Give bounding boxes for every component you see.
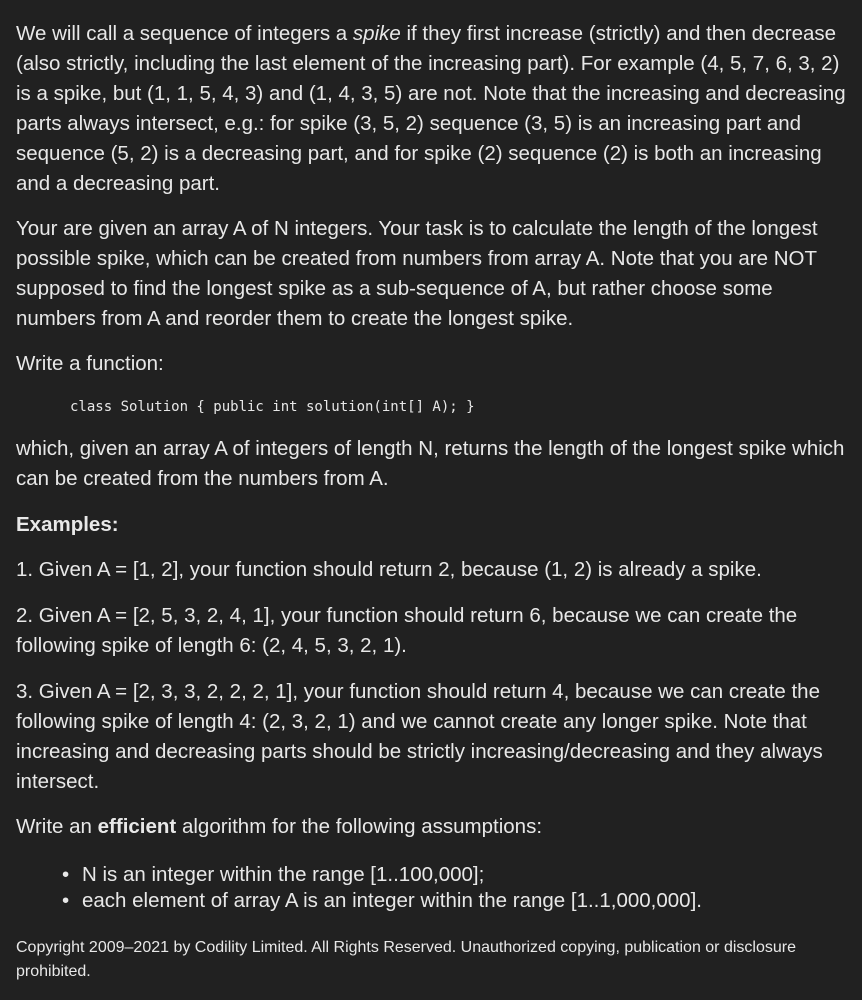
efficient-prefix: Write an bbox=[16, 815, 98, 838]
bullet-icon: • bbox=[62, 889, 70, 912]
efficient-bold: efficient bbox=[97, 815, 177, 838]
examples-heading: Examples: bbox=[16, 513, 119, 536]
example-1: 1. Given A = [1, 2], your function should return 2, because (1, 2) is already a spike. bbox=[16, 558, 762, 581]
list-item bbox=[62, 888, 846, 914]
assumption-text: N is an integer within the range [1..100,000]; bbox=[82, 863, 485, 886]
efficient-suffix: algorithm for the following assumptions: bbox=[176, 815, 543, 838]
intro-paragraph bbox=[16, 19, 846, 199]
function-description: which, given an array A of integers of length N, returns the length of the longest spike which can be created from the numbers from A. bbox=[16, 437, 845, 490]
spike-term: spike bbox=[352, 22, 401, 45]
task-paragraph: Your are given an array A of N integers. Your task is to calculate the length of the longest possible spike, which can be created from numbers from array A. Note that you are NOT supposed to find the longest spike as a sub-sequence of A, but rather choose some numbers from A and reorder them to create the longest spike. bbox=[16, 217, 818, 330]
code-signature: class Solution { public int solution(int[] A); } bbox=[70, 399, 475, 415]
intro-text-rest: if they first increase (strictly) and then decrease (also strictly, including the last element of the increasing part). For example (4, 5, 7, 6, 3, 2) is a spike, but (1, 1, 5, 4, 3) and (1, 4, 3, 5) are not. Note that the increasing and decreasing parts always intersect, e.g.: for spike (3, 5, 2) sequence (3, 5) is an increasing part and sequence (5, 2) is a decreasing part, and for spike (2) sequence (2) is both an increasing and a decreasing part. bbox=[16, 22, 846, 195]
example-3: 3. Given A = [2, 3, 3, 2, 2, 2, 1], your function should return 4, because we can create the following spike of length 4: (2, 3, 2, 1) and we cannot create any longer spike. Note that increasing and decreasing parts should be strictly increasing/decreasing and they always intersect. bbox=[16, 680, 823, 793]
write-function-label: Write a function: bbox=[16, 352, 164, 375]
list-item bbox=[62, 862, 846, 888]
example-2: 2. Given A = [2, 5, 3, 2, 4, 1], your function should return 6, because we can create the following spike of length 6: (2, 4, 5, 3, 2, 1). bbox=[16, 604, 798, 657]
copyright-notice: Copyright 2009–2021 by Codility Limited. All Rights Reserved. Unauthorized copying, publication or disclosure prohibited. bbox=[16, 939, 796, 980]
intro-text-start: We will call a sequence of integers a bbox=[16, 22, 353, 45]
assumptions-list bbox=[16, 862, 846, 914]
bullet-icon: • bbox=[62, 863, 70, 886]
assumption-text: each element of array A is an integer within the range [1..1,000,000]. bbox=[82, 889, 702, 912]
efficient-paragraph bbox=[16, 812, 846, 842]
